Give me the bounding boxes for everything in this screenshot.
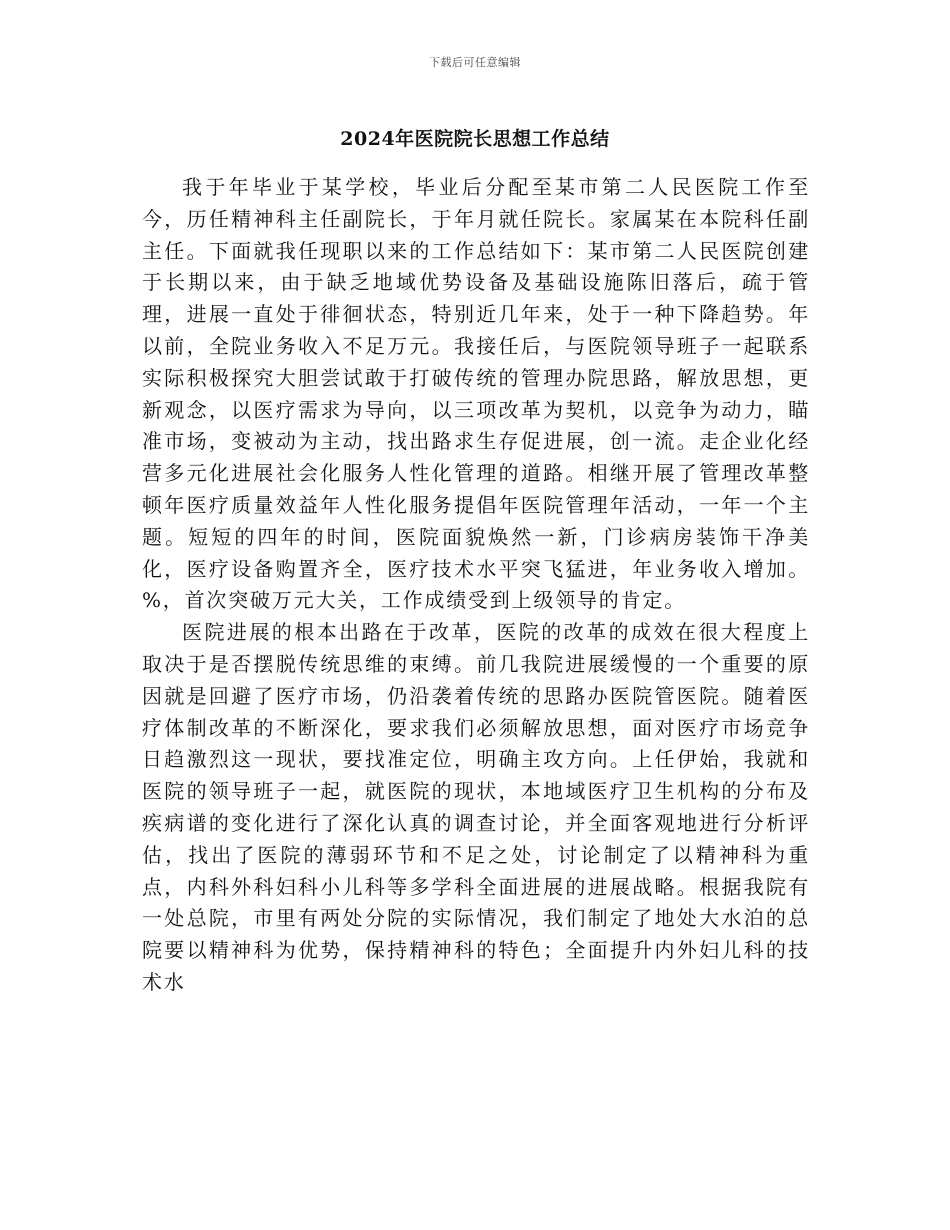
document-body — [142, 172, 810, 999]
document-title: 2024年医院院长思想工作总结 — [340, 128, 610, 150]
header-note: 下载后可任意编辑 — [429, 56, 521, 69]
paragraph-2: 医院进展的根本出路在于改革，医院的改革的成效在很大程度上取决于是否摆脱传统思维的束缚。前几我院进展缓慢的一个重要的原因就是回避了医疗市场，仍沿袭着传统的思路办医院管医院。随着医疗体制改革的不断深化，要求我们必须解放思想，面对医疗市场竞争日趋激烈这一现状，要找准定位，明确主攻方向。上任伊始，我就和医院的领导班子一起，就医院的现状，本地域医疗卫生机构的分布及疾病谱的变化进行了深化认真的调查讨论，并全面客观地进行分析评估，找出了医院的薄弱环节和不足之处，讨论制定了以精神科为重点，内科外科妇科小儿科等多学科全面进展的进展战略。根据我院有一处总院，市里有两处分院的实际情况，我们制定了地处大水泊的总院要以精神科为优势，保持精神科的特色；全面提升内外妇儿科的技术水 — [142, 620, 810, 994]
paragraph-1: 我于年毕业于某学校，毕业后分配至某市第二人民医院工作至今，历任精神科主任副院长，于年月就任院长。家属某在本院科任副主任。下面就我任现职以来的工作总结如下：某市第二人民医院创建于长期以来，由于缺乏地域优势设备及基础设施陈旧落后，疏于管理，进展一直处于徘徊状态，特别近几年来，处于一种下降趋势。年以前，全院业务收入不足万元。我接任后，与医院领导班子一起联系实际积极探究大胆尝试敢于打破传统的管理办院思路，解放思想，更新观念，以医疗需求为导向，以三项改革为契机，以竞争为动力，瞄准市场，变被动为主动，找出路求生存促进展，创一流。走企业化经营多元化进展社会化服务人性化管理的道路。相继开展了管理改革整顿年医疗质量效益年人性化服务提倡年医院管理年活动，一年一个主题。短短的四年的时间，医院面貌焕然一新，门诊病房装饰干净美化，医疗设备购置齐全，医疗技术水平突飞猛进，年业务收入增加。%，首次突破万元大关，工作成绩受到上级领导的肯定。 — [142, 175, 810, 613]
